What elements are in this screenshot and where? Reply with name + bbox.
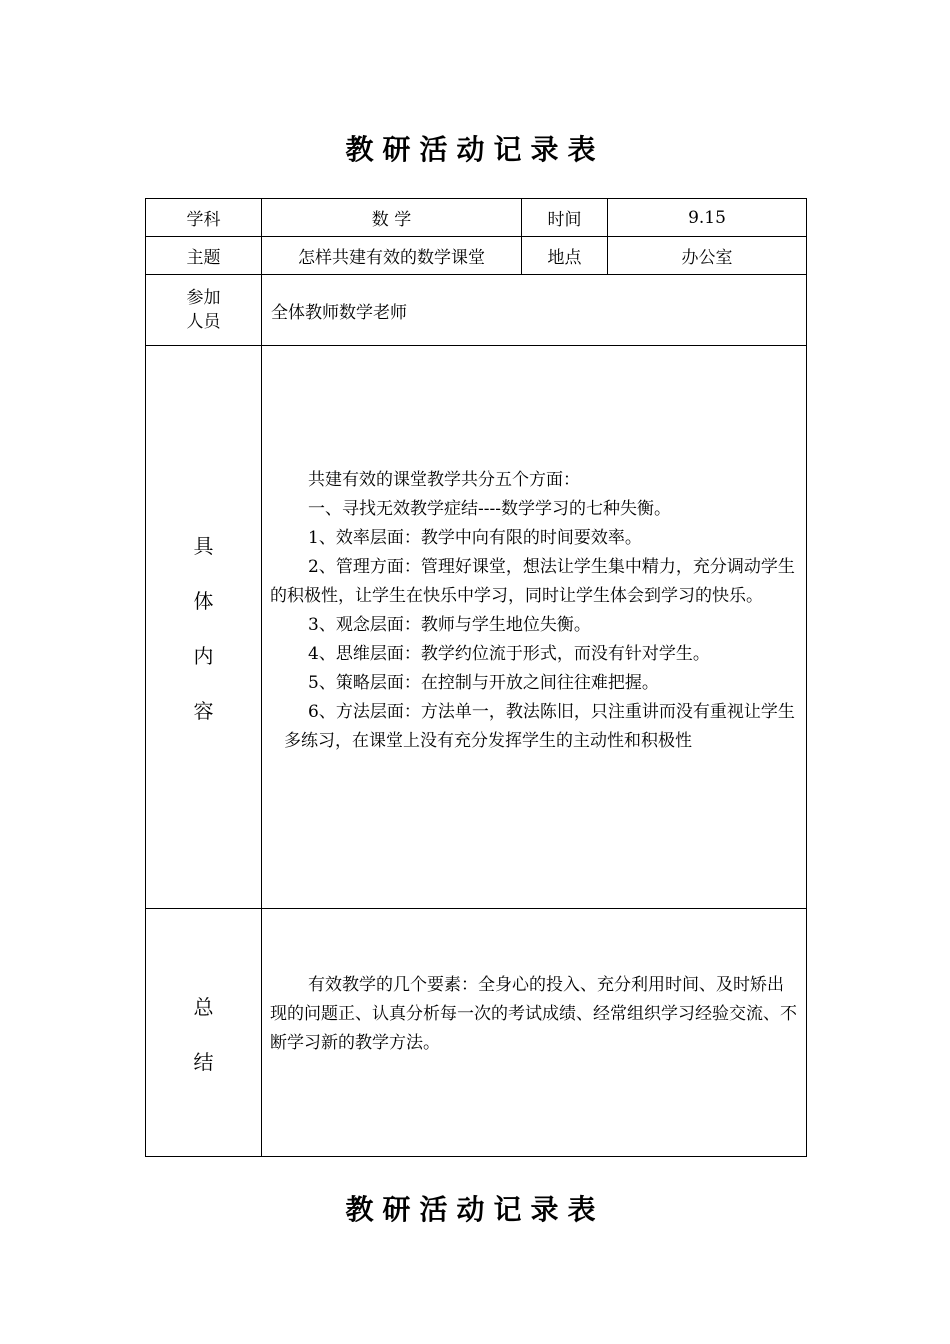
content-paragraph: 6、方法层面：方法单一，教法陈旧，只注重讲而没有重视让学生多练习，在课堂上没有充分发挥学生的主动性和积极性 — [284, 702, 795, 751]
participants-label-line1: 参加 — [186, 288, 221, 308]
content-label-char: 体 — [193, 589, 214, 613]
time-value: 9.15 — [608, 199, 807, 237]
participants-value: 全体教师数学老师 — [262, 275, 807, 346]
content-paragraph: 1、效率层面：教学中向有限的时间要效率。 — [308, 528, 642, 548]
participants-label-line2: 人员 — [186, 312, 221, 332]
content-paragraph: 5、策略层面：在控制与开放之间往往难把握。 — [308, 673, 659, 693]
page-title: 教研活动记录表 — [345, 133, 605, 166]
subject-value: 数 学 — [262, 199, 522, 237]
place-value: 办公室 — [608, 237, 807, 275]
summary-label — [146, 909, 262, 1157]
content-paragraph: 4、思维层面：教学约位流于形式，而没有针对学生。 — [308, 644, 710, 664]
content-label-char: 具 — [193, 534, 214, 558]
table-row — [146, 199, 807, 237]
topic-label: 主题 — [146, 237, 262, 275]
subject-label: 学科 — [146, 199, 262, 237]
content-label-char: 内 — [193, 644, 214, 668]
content-label — [146, 346, 262, 909]
place-label: 地点 — [522, 237, 608, 275]
page-title-repeat: 教研活动记录表 — [345, 1193, 605, 1226]
participants-label — [146, 275, 262, 346]
content-cell — [262, 346, 807, 909]
summary-text — [270, 971, 800, 1058]
content-paragraph: 3、观念层面：教师与学生地位失衡。 — [308, 615, 591, 635]
content-paragraph: 2、管理方面：管理好课堂，想法让学生集中精力，充分调动学生的积极性，让学生在快乐中学习，同时让学生体会到学习的快乐。 — [270, 557, 795, 606]
table-row — [146, 275, 807, 346]
table-row — [146, 346, 807, 909]
topic-value: 怎样共建有效的数学课堂 — [262, 237, 522, 275]
summary-label-char: 总 — [193, 994, 214, 1019]
summary-paragraph: 有效教学的几个要素：全身心的投入、充分利用时间、及时矫出现的问题正、认真分析每一次的考试成绩、经常组织学习经验交流、不断学习新的教学方法。 — [270, 975, 797, 1053]
content-paragraph: 一、寻找无效教学症结----数学学习的七种失衡。 — [308, 499, 671, 519]
content-label-char: 容 — [193, 699, 214, 723]
table-row — [146, 909, 807, 1157]
content-text — [270, 466, 800, 756]
content-paragraph: 共建有效的课堂教学共分五个方面： — [308, 470, 580, 490]
time-label: 时间 — [522, 199, 608, 237]
summary-cell — [262, 909, 807, 1157]
summary-label-char: 结 — [193, 1049, 214, 1074]
table-row — [146, 237, 807, 275]
record-table — [145, 198, 807, 1157]
